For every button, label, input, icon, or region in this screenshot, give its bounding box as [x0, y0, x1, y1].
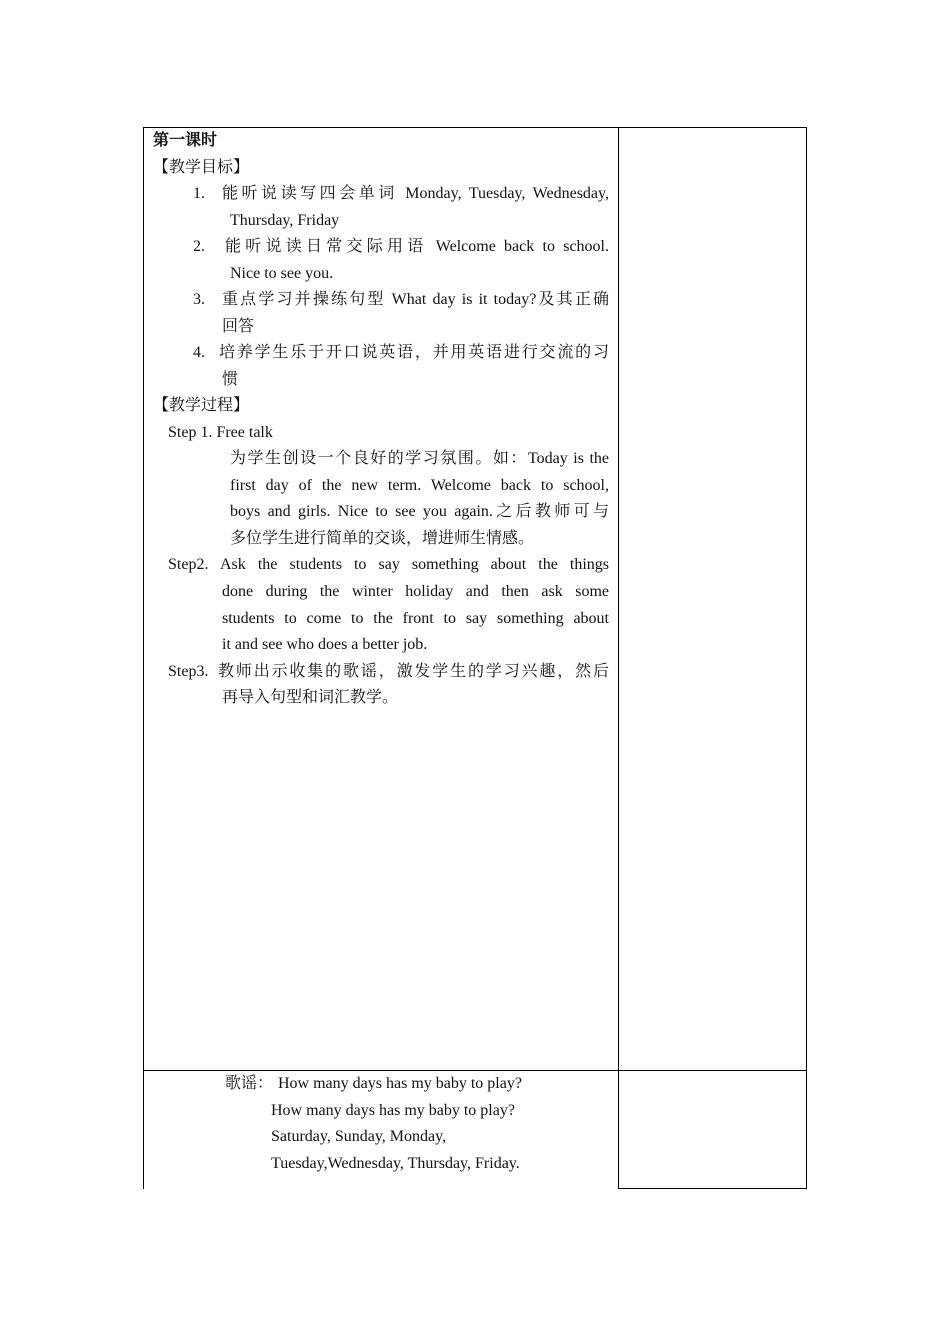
objective-4-line1: 培养学生乐于开口说英语，并用英语进行交流的习	[219, 344, 609, 361]
step2-line4: it and see who does a better job.	[222, 636, 428, 653]
step3-line2: 再导入句型和词汇教学。	[222, 689, 399, 706]
objective-4-number: 4.	[193, 344, 205, 361]
step3-label: Step3.	[168, 663, 209, 680]
notes-cell-bottom-border	[618, 1188, 807, 1189]
objective-3-number: 3.	[193, 291, 205, 308]
song-label: 歌谣：	[225, 1075, 274, 1092]
objective-1-line1: 能听说读写四会单词 Monday, Tuesday, Wednesday,	[222, 185, 609, 202]
objective-3-line1: 重点学习并操练句型 What day is it today?及其正确	[222, 291, 609, 308]
objective-1-number: 1.	[193, 185, 205, 202]
song-line4: Tuesday,Wednesday, Thursday, Friday.	[271, 1155, 520, 1172]
song-line1: How many days has my baby to play?	[278, 1075, 522, 1092]
step1-line3: boys and girls. Nice to see you again.之后教师可与	[230, 503, 609, 520]
process-header: 【教学过程】	[153, 397, 250, 414]
step1-line1: 为学生创设一个良好的学习氛围。如：Today is the	[230, 450, 609, 467]
step2-line1: Ask the students to say something about the things	[220, 556, 609, 573]
objective-2-line1: 能听说读日常交际用语 Welcome back to school.	[225, 238, 609, 255]
step3-line1: 教师出示收集的歌谣，激发学生的学习兴趣，然后	[218, 663, 609, 680]
objectives-header: 【教学目标】	[153, 159, 250, 176]
table-top-border	[143, 127, 807, 128]
lesson-title: 第一课时	[153, 132, 218, 149]
table-right-border	[806, 127, 807, 1189]
step1-title: Step 1. Free talk	[168, 424, 273, 441]
step1-line2: first day of the new term. Welcome back to school,	[230, 477, 609, 494]
step2-label: Step2.	[168, 556, 209, 573]
step2-line3: students to come to the front to say something about	[222, 610, 609, 627]
objective-4-line2: 惯	[222, 371, 239, 388]
objective-2-number: 2.	[193, 238, 205, 255]
objective-1-line2: Thursday, Friday	[230, 212, 340, 229]
song-line2: How many days has my baby to play?	[271, 1102, 515, 1119]
objective-3-line2: 回答	[222, 318, 255, 335]
step1-line4: 多位学生进行简单的交谈，增进师生情感。	[230, 530, 535, 547]
objective-2-line2: Nice to see you.	[230, 265, 334, 282]
step2-line2: done during the winter holiday and then ask some	[222, 583, 609, 600]
song-line3: Saturday, Sunday, Monday,	[271, 1128, 447, 1145]
table-column-divider	[618, 127, 619, 1189]
table-left-border	[143, 127, 144, 1189]
